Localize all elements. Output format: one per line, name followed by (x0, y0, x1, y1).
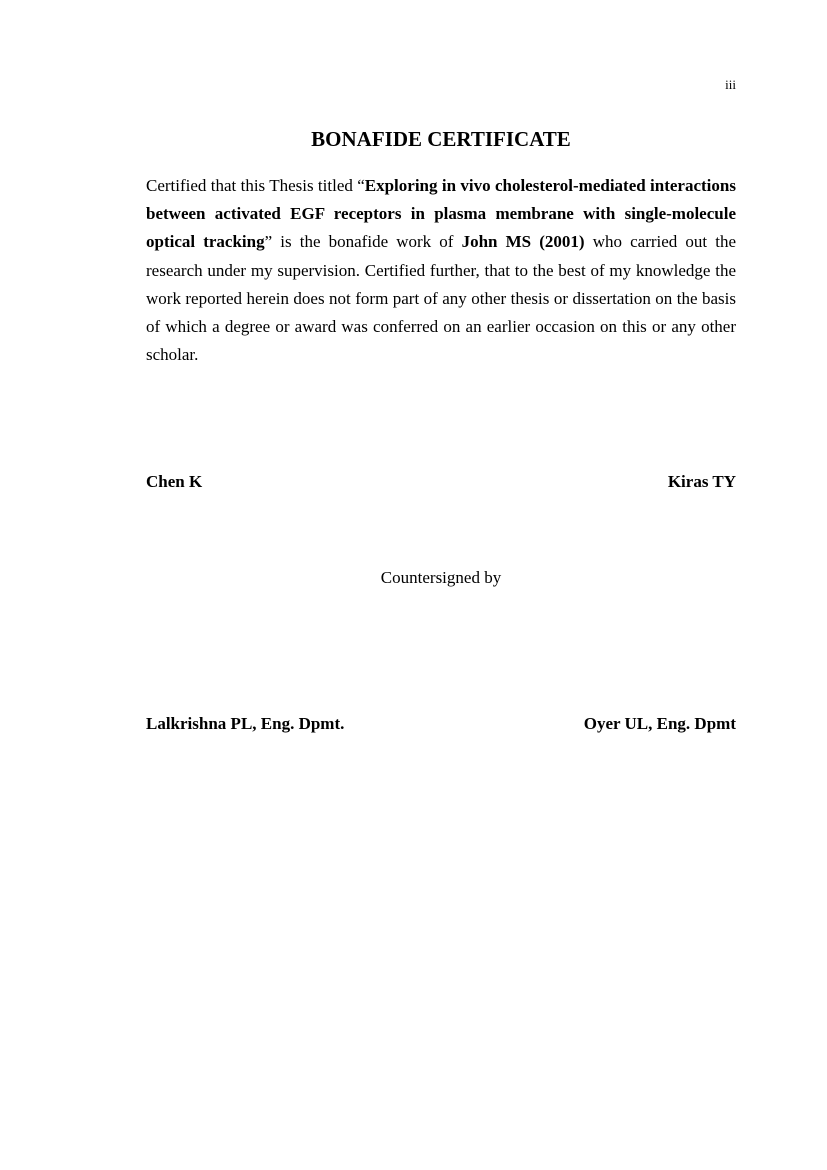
thesis-title: Exploring in vivo cholesterol-mediated interactions between activated EGF receptors in plasma membrane with single-molecule optical tracking (146, 176, 736, 252)
signatory-right-bottom: Oyer UL, Eng. Dpmt (583, 714, 736, 733)
supervisor-signatures (146, 471, 736, 493)
certificate-body (146, 172, 736, 369)
certificate-title: BONAFIDE CERTIFICATE (311, 127, 571, 151)
page-number: iii (725, 77, 736, 92)
signatory-left-top: Chen K (146, 472, 203, 491)
author-name: John MS (2001) (461, 232, 585, 252)
certificate-after-title: ” is the bonafide work of (264, 232, 462, 252)
signatory-right-top: Kiras TY (667, 472, 736, 491)
signatory-left-bottom: Lalkrishna PL, Eng. Dpmt. (146, 714, 345, 733)
certificate-intro: Certified that this Thesis titled “ (146, 176, 365, 195)
certificate-rest: who carried out the research under my supervision. Certified further, that to the best of my knowledge the work reported herein does not form part of any other thesis or dissertation on the basis of which a degree or award was conferred on an earlier occasion on this or any other scholar. (146, 232, 737, 365)
countersign-signatures (146, 713, 736, 735)
countersigned-label: Countersigned by (380, 568, 502, 587)
